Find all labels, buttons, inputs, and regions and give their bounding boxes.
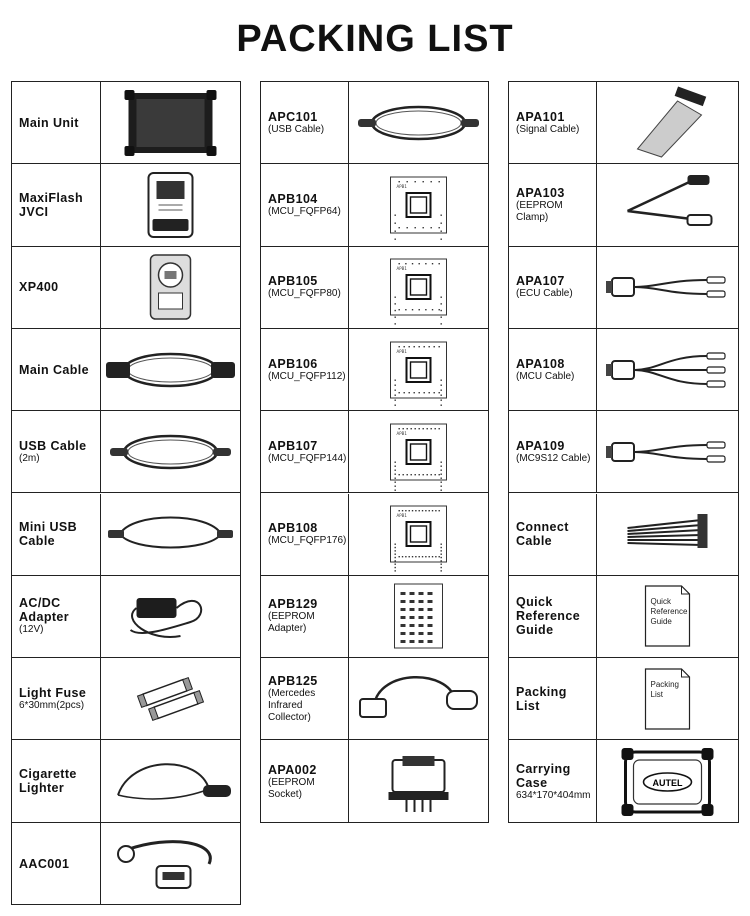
item-name: USB Cable <box>19 438 87 453</box>
item-name: Main Unit <box>19 115 79 130</box>
fuse-icon <box>101 658 240 739</box>
svg-text:List: List <box>650 689 663 699</box>
item-label <box>509 658 597 739</box>
programmer-device-icon <box>101 247 240 328</box>
svg-text:APB1: APB1 <box>396 430 407 436</box>
vci-device-icon <box>101 164 240 245</box>
obd-cable-icon <box>101 329 240 410</box>
packing-list-item <box>12 82 240 164</box>
document-icon <box>597 576 738 657</box>
svg-text:Guide: Guide <box>650 617 672 627</box>
packing-list-item <box>12 164 240 246</box>
item-name: Packing List <box>516 684 567 713</box>
item-name: AC/DC Adapter <box>19 596 70 625</box>
item-name: APB105 <box>268 274 318 289</box>
item-label <box>509 247 597 328</box>
item-name: APA109 <box>516 438 565 453</box>
packing-list-item <box>261 164 488 246</box>
item-label <box>12 823 101 905</box>
item-label <box>12 247 101 328</box>
item-spec: (12V) <box>19 624 44 636</box>
item-name: APA002 <box>268 762 317 777</box>
item-name: APB108 <box>268 521 318 536</box>
item-label <box>509 740 597 822</box>
adapter-cable-icon <box>101 823 240 905</box>
item-name: APB107 <box>268 438 318 453</box>
item-label <box>261 494 349 575</box>
item-name: Cigarette Lighter <box>19 767 77 796</box>
item-spec: (MCU_FQFP80) <box>268 288 341 300</box>
packing-list-item <box>12 576 240 658</box>
packing-list-item <box>509 247 738 329</box>
item-name: Mini USB Cable <box>19 520 78 549</box>
packing-list-item <box>509 658 738 740</box>
item-label <box>509 164 597 245</box>
item-name: APB104 <box>268 191 318 206</box>
cigarette-lighter-cable-icon <box>101 740 240 821</box>
item-label <box>509 494 597 575</box>
chip-board-icon <box>349 164 488 245</box>
item-name: APA108 <box>516 356 565 371</box>
item-name: XP400 <box>19 280 59 295</box>
packing-list-item <box>12 329 240 411</box>
item-spec: (MC9S12 Cable) <box>516 452 591 464</box>
jumper-cable-bundle-icon <box>597 494 738 575</box>
item-spec: (EEPROM Adapter) <box>268 611 315 635</box>
item-name: APB129 <box>268 597 318 612</box>
brand-logo-text: AUTEL <box>652 777 683 788</box>
chip-board-icon <box>349 411 488 492</box>
chip-board-icon <box>349 494 488 575</box>
svg-text:Quick: Quick <box>650 597 671 607</box>
item-name: Carrying Case <box>516 761 571 790</box>
mini-usb-cable-icon <box>101 494 240 575</box>
item-spec: (EEPROM Socket) <box>268 776 315 800</box>
item-label <box>12 411 101 492</box>
item-label <box>261 658 349 739</box>
item-spec: (Signal Cable) <box>516 123 580 135</box>
usb-cable-icon <box>101 411 240 492</box>
packing-list-item <box>509 494 738 576</box>
packing-column-2 <box>260 81 489 823</box>
packing-list-item <box>12 494 240 576</box>
packing-list-item <box>509 740 738 822</box>
packing-list-item <box>261 329 488 411</box>
packing-list-item <box>12 740 240 822</box>
item-name: Connect Cable <box>516 520 569 549</box>
packing-column-1 <box>11 81 241 905</box>
item-label <box>509 411 597 492</box>
page-title: PACKING LIST <box>236 18 514 60</box>
svg-text:APB1: APB1 <box>396 513 407 519</box>
item-label <box>509 82 597 163</box>
item-label <box>12 740 101 821</box>
eeprom-clamp-icon <box>597 164 738 245</box>
item-spec: (MCU_FQFP176) <box>268 535 347 547</box>
packing-list-item <box>12 823 240 905</box>
item-name: AAC001 <box>19 856 70 871</box>
usb-cable-icon <box>349 82 488 163</box>
item-name: Light Fuse <box>19 685 87 700</box>
item-label <box>12 494 101 575</box>
item-label <box>261 740 349 822</box>
item-spec: (MCU_FQFP112) <box>268 370 346 382</box>
packing-list-item <box>509 576 738 658</box>
eeprom-socket-icon <box>349 740 488 822</box>
item-name: APA107 <box>516 274 565 289</box>
item-spec: 634*170*404mm <box>516 789 591 801</box>
chip-board-icon <box>349 329 488 410</box>
item-label <box>261 82 349 163</box>
item-label <box>12 658 101 739</box>
item-name: APA101 <box>516 109 565 124</box>
packing-list-item <box>509 82 738 164</box>
svg-text:APB1: APB1 <box>396 183 407 189</box>
packing-list-item <box>509 411 738 493</box>
ecu-cable-icon <box>597 247 738 328</box>
item-spec: 6*30mm(2pcs) <box>19 699 85 711</box>
item-name: APB106 <box>268 356 318 371</box>
packing-list-item <box>261 576 488 658</box>
item-label <box>261 411 349 492</box>
item-name: MaxiFlash JVCI <box>19 190 84 219</box>
eeprom-adapter-board-icon <box>349 576 488 657</box>
item-name: APA103 <box>516 185 565 200</box>
document-icon <box>597 658 738 739</box>
mcu-cable-icon <box>597 329 738 410</box>
svg-text:Packing: Packing <box>650 679 679 689</box>
item-spec: (MCU_FQFP64) <box>268 205 341 217</box>
item-label <box>12 164 101 245</box>
packing-list-item <box>509 329 738 411</box>
item-label <box>12 576 101 657</box>
packing-list-item <box>12 658 240 740</box>
mc9s12-cable-icon <box>597 411 738 492</box>
item-spec: (EEPROM Clamp) <box>516 199 563 223</box>
item-spec: (2m) <box>19 452 40 464</box>
packing-list-item <box>12 411 240 493</box>
item-name: Quick Reference Guide <box>516 595 581 638</box>
packing-list-item <box>261 494 488 576</box>
packing-column-3 <box>508 81 739 823</box>
infrared-collector-icon <box>349 658 488 739</box>
item-label <box>261 576 349 657</box>
packing-list-item <box>261 247 488 329</box>
item-name: APC101 <box>268 109 318 124</box>
packing-list-item <box>12 247 240 329</box>
ribbon-cable-icon <box>597 82 738 163</box>
item-spec: (ECU Cable) <box>516 288 573 300</box>
packing-list-item <box>261 658 488 740</box>
chip-board-icon <box>349 247 488 328</box>
item-label <box>12 82 101 163</box>
packing-list-item <box>261 82 488 164</box>
item-label <box>12 329 101 410</box>
item-label <box>261 164 349 245</box>
item-label <box>261 329 349 410</box>
item-spec: (MCU_FQFP144) <box>268 452 347 464</box>
packing-list-item <box>261 740 488 822</box>
item-spec: (Mercedes Infrared Collector) <box>268 687 316 723</box>
item-name: Main Cable <box>19 362 89 377</box>
svg-text:APB1: APB1 <box>396 266 407 272</box>
item-spec: (USB Cable) <box>268 123 325 135</box>
svg-text:Reference: Reference <box>650 607 688 617</box>
svg-text:APB1: APB1 <box>396 348 407 354</box>
item-spec: (MCU Cable) <box>516 370 575 382</box>
carrying-case-icon <box>597 740 738 822</box>
item-label <box>261 247 349 328</box>
item-label <box>509 576 597 657</box>
item-label <box>509 329 597 410</box>
item-name: APB125 <box>268 673 318 688</box>
packing-list-item <box>509 164 738 246</box>
power-adapter-icon <box>101 576 240 657</box>
packing-list-item <box>261 411 488 493</box>
tablet-icon <box>101 82 240 163</box>
